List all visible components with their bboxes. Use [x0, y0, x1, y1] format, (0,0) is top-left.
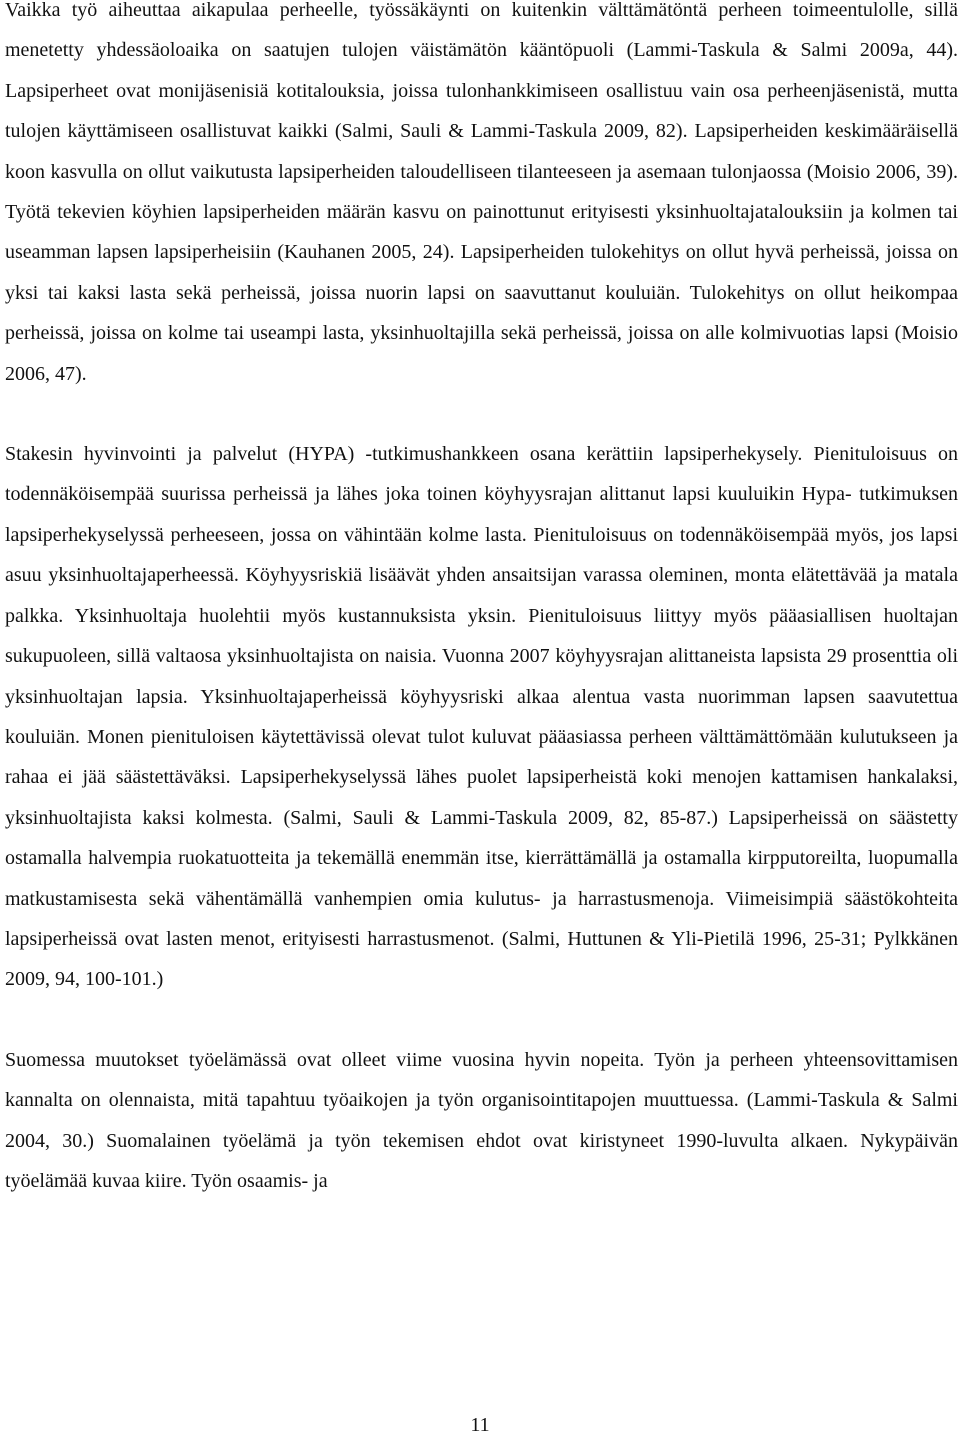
paragraph-working-life-changes: Suomessa muutokset työelämässä ovat olleet viime vuosina hyvin nopeita. Työn ja perheen yhteensovittamisen kannalta on olennaista, mitä tapahtuu työaikojen ja työn organisointitapojen muuttuessa. (Lammi-Taskula & Salmi 2004, 30.) Suomalainen työelämä ja työn tekemisen ehdot ovat kiristyneet 1990-luvulta alkaen. Nykypäivän työelämää kuvaa kiire. Työn osaamis- ja [5, 1048, 958, 1192]
paragraph-hypa-family-survey: Stakesin hyvinvointi ja palvelut (HYPA) -tutkimushankkeen osana kerättiin lapsiperhekysely. Pienituloisuus on todennäköisempää suurissa perheissä ja lähes joka toinen köyhyysrajan alittanut lapsi kuuluikin Hypa- tutkimuksen lapsiperhekyselyssä perheeseen, jossa on vähintään kolme lasta. Pienituloisuus on todennäköisempää myös, jos lapsi asuu yksinhuoltajaperheessä. Köyhyysriskiä lisäävät yhden ansaitsijan varassa oleminen, monta elätettävää ja matala palkka. Yksinhuoltaja huolehtii myös kustannuksista yksin. Pienituloisuus liittyy myös pääasiallisen huoltajan sukupuoleen, sillä valtaosa yksinhuoltajista on naisia. Vuonna 2007 köyhyysrajan alittaneista lapsista 29 prosenttia oli yksinhuoltajan lapsia. Yksinhuoltajaperheissä köyhyysriski alkaa alentua vasta nuorimman lapsen saavutettua kouluiän. Monen pienituloisen käytettävissä olevat tulot kuluvat pääasiassa perheen välttämättömään kulutukseen ja rahaa ei jää säästettäväksi. Lapsiperhekyselyssä lähes puolet lapsiperheistä koki menojen kattamisen hankalaksi, yksinhuoltajista kaksi kolmesta. (Salmi, Sauli & Lammi-Taskula 2009, 82, 85-87.) Lapsiperheissä on säästetty ostamalla halvempia ruokatuotteita ja tekemällä enemmän itse, kierrättämällä ja ostamalla kirpputoreilta, luopumalla matkustamisesta sekä vähentämällä vanhempien omia kulutus- ja harrastusmenoja. Viimeisimpiä säästökohteita lapsiperheissä ovat lasten menot, erityisesti harrastusmenot. (Salmi, Huttunen & Yli-Pietilä 1996, 25-31; Pylkkänen 2009, 94, 100-101.) [5, 443, 958, 991]
document-page [5, 0, 958, 1201]
page-number: 11 [470, 1414, 490, 1436]
paragraph-work-and-family-income: Vaikka työ aiheuttaa aikapulaa perheelle, työssäkäynti on kuitenkin välttämätöntä perheen toimeentulolle, sillä menetetty yhdessäoloaika on saatujen tulojen väistämätön kääntöpuoli (Lammi-Taskula & Salmi 2009a, 44). Lapsiperheet ovat monijäsenisiä kotitalouksia, joissa tulonhankkimiseen osallistuu vain osa perheenjäsenistä, mutta tulojen käyttämiseen osallistuvat kaikki (Salmi, Sauli & Lammi-Taskula 2009, 82). Lapsiperheiden keskimääräisellä koon kasvulla on ollut vaikutusta lapsiperheiden taloudelliseen tilanteeseen ja asemaan tulonjaossa (Moisio 2006, 39). Työtä tekevien köyhien lapsiperheiden määrän kasvu on painottunut erityisesti yksinhuoltajatalouksiin ja kolmen tai useamman lapsen lapsiperheisiin (Kauhanen 2005, 24). Lapsiperheiden tulokehitys on ollut hyvä perheissä, joissa on yksi tai kaksi lasta sekä perheissä, joissa nuorin lapsi on saavuttanut kouluiän. Tulokehitys on ollut heikompaa perheissä, joissa on kolme tai useampi lasta, yksinhuoltajilla sekä perheissä, joissa on alle kolmivuotias lapsi (Moisio 2006, 47). [5, 0, 958, 385]
